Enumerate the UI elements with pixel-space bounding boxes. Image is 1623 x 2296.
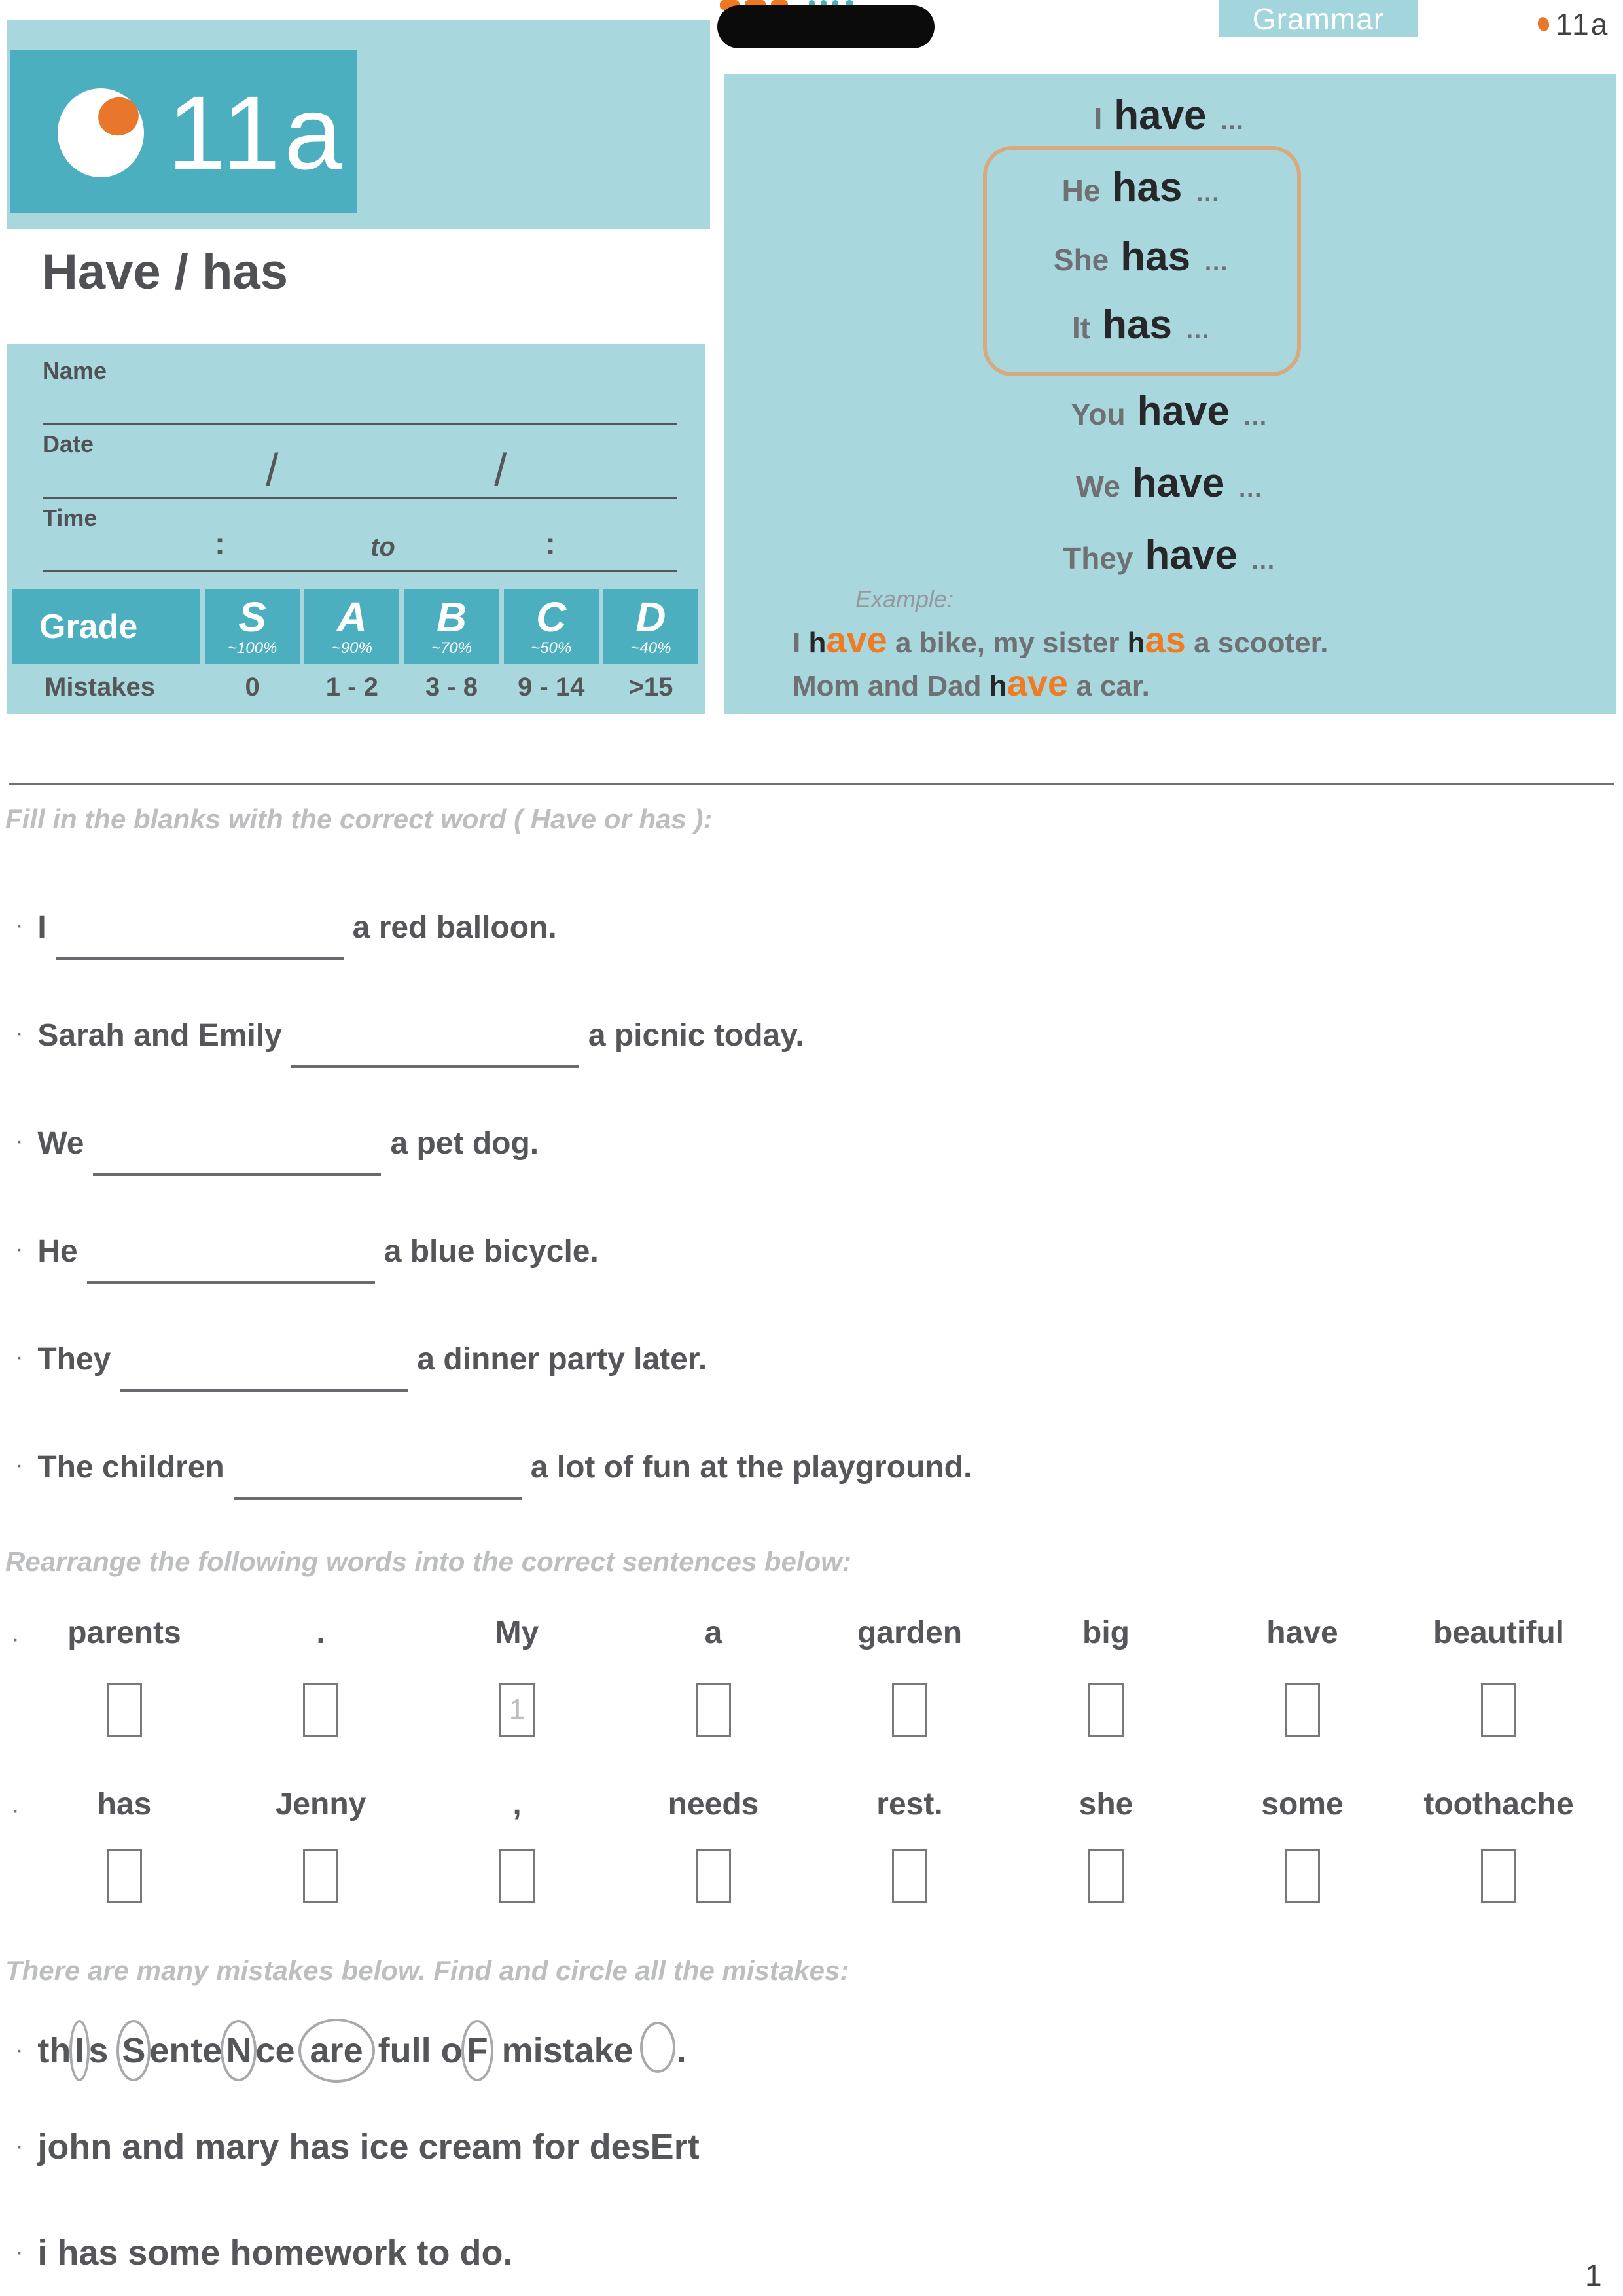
- example-text: h: [1127, 627, 1145, 659]
- bullet-icon: ·: [12, 1627, 20, 1651]
- order-box[interactable]: [303, 1849, 338, 1903]
- date-line[interactable]: [43, 497, 677, 499]
- section-divider: [9, 783, 1614, 785]
- order-box[interactable]: [696, 1683, 731, 1737]
- ellipsis: …: [1185, 317, 1212, 344]
- grade-col-s: [205, 589, 300, 664]
- corner-reference: [1538, 7, 1609, 42]
- page-number: 1: [1585, 2258, 1602, 2292]
- grade-percent: ~70%: [431, 639, 473, 657]
- grade-label-cell: [12, 589, 200, 664]
- logo-egg-dot-icon: [94, 92, 144, 141]
- grade-percent: ~90%: [331, 639, 372, 657]
- grade-table-header: [12, 589, 698, 664]
- grade-letter: D: [635, 593, 666, 641]
- answer-blank[interactable]: [56, 928, 344, 960]
- pronoun: We: [1075, 469, 1120, 503]
- bullet-icon: ·: [16, 2134, 24, 2159]
- date-slash: /: [266, 444, 279, 495]
- fill-sentence-5: [16, 1341, 707, 1392]
- conjugation-row-it: [987, 302, 1297, 348]
- example-highlight: as: [1145, 619, 1186, 660]
- circled-letter[interactable]: I: [69, 2020, 90, 2081]
- ellipsis: …: [1238, 475, 1265, 503]
- word-tile: Jenny: [275, 1787, 366, 1822]
- mistake-sentence-3: [16, 2233, 512, 2273]
- circled-letter[interactable]: N: [221, 2020, 257, 2081]
- order-box[interactable]: [696, 1849, 731, 1903]
- grade-letter: A: [336, 593, 367, 641]
- mistakes-value-b: 3 - 8: [425, 672, 478, 701]
- mistake-text: th: [37, 2031, 71, 2070]
- grade-percent: ~50%: [531, 639, 572, 657]
- word-tile: big: [1082, 1616, 1130, 1650]
- example-text: h: [989, 670, 1007, 702]
- verb: has: [1120, 234, 1191, 279]
- sentence-post: a picnic today.: [588, 1018, 804, 1053]
- grade-label: Grade: [39, 607, 138, 646]
- ellipsis: …: [1219, 107, 1247, 135]
- sentence-post: a lot of fun at the playground.: [530, 1450, 972, 1485]
- mistakes-value-s: 0: [245, 672, 260, 701]
- lesson-number: 11a: [168, 74, 347, 191]
- grade-letter: C: [536, 593, 567, 641]
- mistake-text: .: [676, 2031, 687, 2070]
- order-box[interactable]: [1088, 1683, 1124, 1737]
- grade-col-c: [504, 589, 599, 664]
- student-info-box: [7, 344, 705, 714]
- conjugation-row-they: [724, 532, 1616, 578]
- name-label: Name: [43, 357, 107, 384]
- word-tile: has: [97, 1787, 152, 1822]
- sentence-pre: The children: [37, 1450, 224, 1485]
- sentence-pre: I: [37, 910, 46, 945]
- order-box[interactable]: [1481, 1849, 1516, 1903]
- fill-sentence-4: [16, 1233, 599, 1284]
- page-title: Have / has: [42, 244, 288, 300]
- word-tile: beautiful: [1433, 1616, 1564, 1650]
- bullet-icon: ·: [16, 1021, 24, 1046]
- sentence-pre: They: [37, 1342, 111, 1377]
- time-line[interactable]: [43, 570, 677, 572]
- circled-letter[interactable]: S: [116, 2020, 151, 2081]
- grade-col-b: [404, 589, 499, 664]
- sentence-pre: Sarah and Emily: [37, 1018, 282, 1053]
- word-tile: some: [1261, 1787, 1344, 1822]
- order-box[interactable]: [1481, 1683, 1516, 1737]
- mistake-text: ente: [149, 2031, 223, 2070]
- corner-lesson-number: 11a: [1556, 7, 1610, 41]
- ellipsis: …: [1204, 249, 1231, 276]
- conjugation-row-she: [987, 234, 1297, 280]
- order-box[interactable]: [892, 1683, 927, 1737]
- grade-col-a: [304, 589, 399, 664]
- grade-letter: S: [238, 593, 266, 641]
- answer-blank[interactable]: [87, 1252, 375, 1284]
- mistake-text: mistake: [491, 2031, 633, 2070]
- mistake-text: full o: [368, 2031, 463, 2070]
- sentence-pre: He: [37, 1234, 78, 1269]
- category-badge: [1219, 0, 1418, 37]
- bullet-icon: ·: [16, 2240, 24, 2265]
- mistakes-value-c: 9 - 14: [518, 672, 585, 701]
- word-row-1: [26, 1615, 1597, 1651]
- circled-letter[interactable]: F: [461, 2020, 493, 2081]
- word-tile: toothache: [1423, 1787, 1574, 1822]
- answer-box-row-1: [26, 1683, 1597, 1737]
- pronoun: They: [1063, 541, 1133, 575]
- section2-instruction: Rearrange the following words into the correct sentences below:: [5, 1546, 851, 1577]
- sentence-post: a red balloon.: [352, 910, 557, 945]
- bullet-icon: ·: [16, 913, 24, 938]
- word-tile: she: [1079, 1787, 1133, 1822]
- conjugation-row-he: [987, 164, 1297, 211]
- mistake-sentence-1: [16, 2022, 687, 2073]
- order-box[interactable]: 1: [499, 1683, 535, 1737]
- example-text: h: [808, 627, 827, 659]
- time-colon: :: [545, 527, 556, 561]
- order-box[interactable]: [107, 1683, 142, 1737]
- word-tile: .: [316, 1616, 325, 1650]
- bullet-icon: ·: [16, 1345, 24, 1369]
- fill-sentence-3: [16, 1125, 539, 1176]
- bullet-icon: ·: [16, 1129, 24, 1154]
- answer-blank[interactable]: [291, 1036, 579, 1068]
- word-tile: needs: [668, 1787, 759, 1822]
- pronoun: She: [1053, 243, 1109, 277]
- bullet-icon: ·: [16, 1453, 24, 1477]
- example-text: a bike, my sister: [887, 627, 1128, 659]
- logo-egg-icon: [58, 88, 144, 177]
- pronoun: You: [1071, 397, 1126, 431]
- verb: have: [1145, 533, 1238, 578]
- order-box[interactable]: [1285, 1849, 1320, 1903]
- mistakes-value-d: >15: [628, 672, 673, 701]
- mistake-text: i has some homework to do.: [37, 2233, 513, 2272]
- word-tile: rest.: [876, 1787, 943, 1822]
- name-line[interactable]: [43, 423, 677, 425]
- order-box[interactable]: [499, 1849, 535, 1903]
- pronoun: It: [1072, 311, 1091, 345]
- sentence-post: a blue bicycle.: [383, 1234, 599, 1269]
- mistake-text: s: [88, 2031, 118, 2070]
- fill-sentence-2: [16, 1017, 804, 1068]
- answer-box-row-2: [26, 1849, 1597, 1903]
- order-box[interactable]: [1285, 1683, 1320, 1737]
- corner-dot-icon: [1537, 16, 1550, 32]
- conjugation-row-i: [724, 92, 1616, 139]
- mistake-sentence-2: [16, 2127, 700, 2167]
- word-row-2: [26, 1786, 1597, 1822]
- verb: have: [1137, 389, 1230, 434]
- time-colon: :: [215, 527, 225, 561]
- conjugation-row-you: [724, 388, 1616, 434]
- date-label: Date: [43, 431, 94, 457]
- order-box[interactable]: [107, 1849, 142, 1903]
- pronoun: He: [1061, 173, 1101, 207]
- example-label: Example:: [855, 586, 954, 612]
- pronoun: I: [1094, 101, 1103, 135]
- sentence-pre: We: [37, 1126, 84, 1161]
- fill-sentence-6: [16, 1449, 972, 1500]
- grade-percent: ~100%: [227, 639, 277, 657]
- redaction-blob: [717, 5, 935, 48]
- fill-sentence-1: [16, 910, 557, 960]
- section3-instruction: There are many mistakes below. Find and circle all the mistakes:: [5, 1955, 849, 1986]
- example-line-2: [793, 662, 1150, 704]
- word-tile: garden: [857, 1616, 963, 1650]
- word-tile: have: [1266, 1616, 1338, 1650]
- example-text: a car.: [1068, 670, 1150, 702]
- answer-blank[interactable]: [93, 1144, 381, 1176]
- bullet-icon: ·: [16, 1237, 24, 1262]
- lesson-badge: [10, 50, 357, 213]
- mistakes-value-a: 1 - 2: [325, 672, 378, 701]
- time-label: Time: [43, 504, 98, 531]
- order-box[interactable]: [1088, 1849, 1124, 1903]
- example-text: Mom and Dad: [793, 670, 990, 702]
- conjugation-panel: [724, 74, 1616, 714]
- example-highlight: ave: [826, 619, 887, 660]
- sentence-post: a dinner party later.: [417, 1342, 707, 1377]
- third-person-box: [983, 146, 1301, 376]
- date-slash: /: [494, 444, 507, 495]
- word-tile: ,: [512, 1787, 522, 1822]
- category-badge-label: Grammar: [1252, 1, 1385, 36]
- verb: have: [1114, 93, 1207, 138]
- section1-instruction: Fill in the blanks with the correct word ( Have or has ):: [5, 804, 713, 834]
- circled-word[interactable]: are: [298, 2019, 375, 2083]
- sentence-post: a pet dog.: [390, 1126, 539, 1161]
- order-box[interactable]: [892, 1849, 927, 1903]
- empty-circle[interactable]: [640, 2022, 675, 2073]
- verb: has: [1102, 302, 1172, 347]
- grade-letter: B: [436, 593, 467, 641]
- example-text: a scooter.: [1185, 627, 1329, 659]
- word-tile: My: [495, 1616, 539, 1650]
- conjugation-row-we: [724, 460, 1616, 506]
- ellipsis: …: [1195, 179, 1222, 207]
- verb: have: [1132, 461, 1225, 506]
- verb: has: [1112, 165, 1183, 210]
- order-box[interactable]: [303, 1683, 338, 1737]
- mistakes-row: [12, 664, 698, 710]
- grade-percent: ~40%: [630, 639, 671, 657]
- time-to-label: to: [370, 533, 395, 561]
- grade-col-d: [603, 589, 698, 664]
- example-line-1: [793, 618, 1329, 661]
- example-text: I: [793, 627, 809, 659]
- mistakes-label: Mistakes: [45, 672, 155, 701]
- word-tile: a: [704, 1616, 722, 1650]
- answer-blank[interactable]: [234, 1468, 522, 1500]
- bullet-icon: ·: [16, 2038, 24, 2062]
- mistake-text: john and mary has ice cream for desErt: [37, 2127, 700, 2166]
- word-tile: parents: [67, 1616, 181, 1650]
- example-highlight: ave: [1007, 662, 1069, 703]
- answer-blank[interactable]: [120, 1360, 408, 1392]
- mistake-text: ce: [255, 2031, 305, 2070]
- ellipsis: …: [1250, 547, 1277, 574]
- bullet-icon: ·: [12, 1798, 20, 1823]
- ellipsis: …: [1242, 403, 1270, 431]
